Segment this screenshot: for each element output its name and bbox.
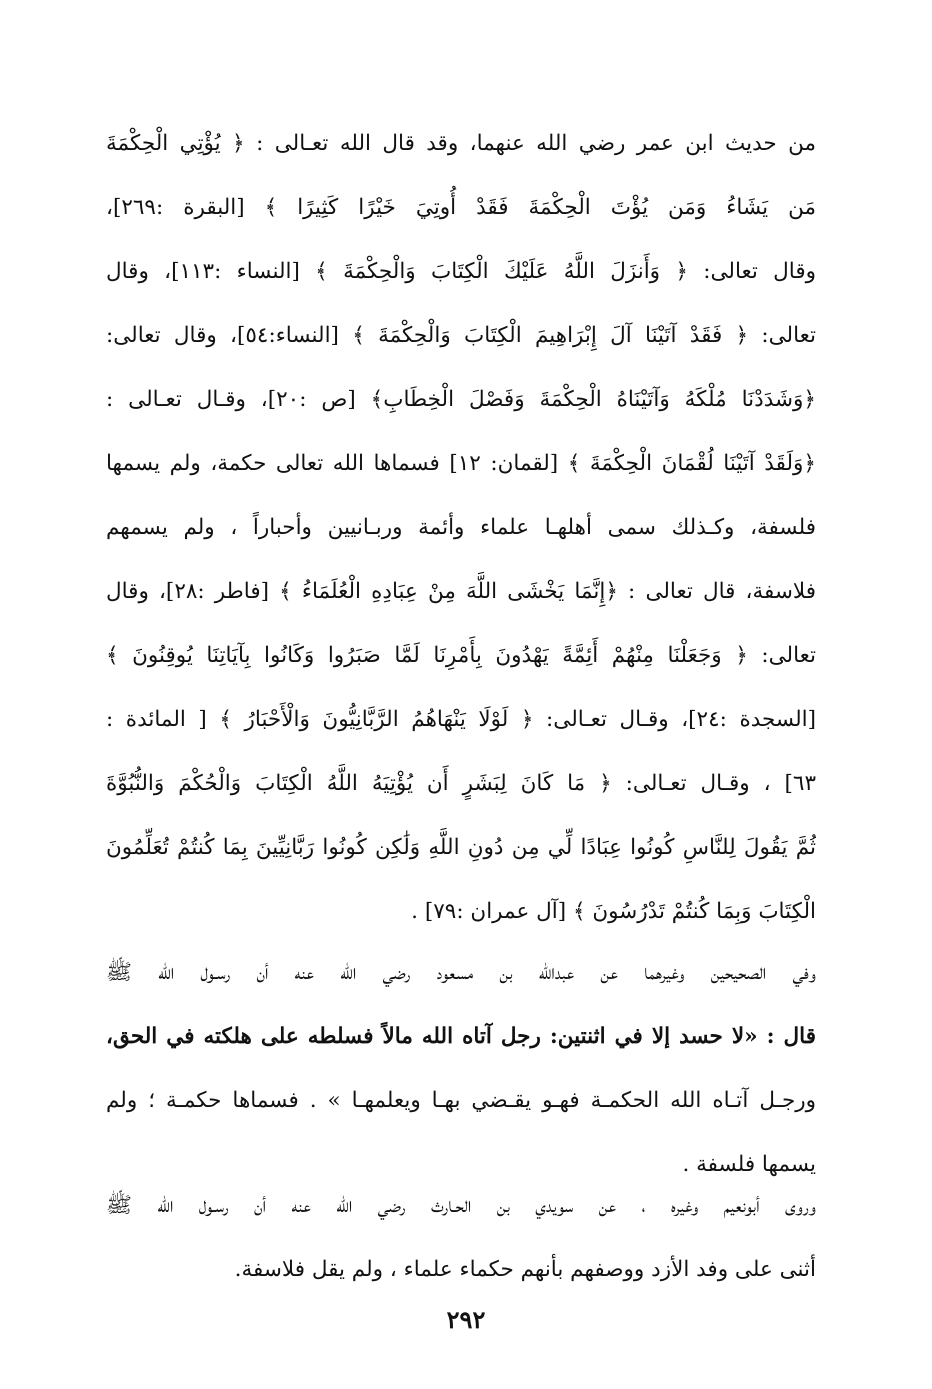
text-line: تعالى: ﴿ فَقَدْ آتَيْنَا آلَ إِبْرَاهِيمَ الْكِتَابَ وَالْحِكْمَةَ ﴾ [النساء:٥٤]، وقال تعالى: xyxy=(106,323,816,348)
text-line: وقال تعالى: ﴿ وَأَنزَلَ اللَّهُ عَلَيْكَ الْكِتَابَ وَالْحِكْمَةَ ﴾ [النساء :١١٣]، وقال xyxy=(106,259,816,284)
text-line: أثنى على وفد الأزد ووصفهم بأنهم حكماء علماء ، ولم يقل فلاسفة. xyxy=(234,1257,816,1282)
paragraph-quran-verses xyxy=(106,112,816,944)
text-line: قال : «لا حسد إلا في اثنتين: رجل آتاه الله مالاً فسلطه على هلكته في الحق، xyxy=(106,1024,816,1049)
text-line: ثُمَّ يَقُولَ لِلنَّاسِ كُونُوا عِبَادًا لِّي مِن دُونِ اللَّهِ وَلَٰكِن كُونُوا رَبَّانِيِّينَ بِمَا كُنتُمْ تُعَلِّمُونَ xyxy=(106,835,816,860)
text-line: ٦٣] ، وقـال تعـالى: ﴿ مَا كَانَ لِبَشَرٍ أَن يُؤْتِيَهُ اللَّهُ الْكِتَابَ وَالْحُكْمَ وَالنُّبُوَّةَ xyxy=(106,771,816,796)
text-line: فلاسفة، قال تعالى : ﴿إِنَّمَا يَخْشَى اللَّهَ مِنْ عِبَادِهِ الْعُلَمَاءُ ﴾ [فاطر :٢٨]، وقال xyxy=(106,579,816,604)
text-line: ﴿وَشَدَدْنَا مُلْكَهُ وَآتَيْنَاهُ الْحِكْمَةَ وَفَصْلَ الْخِطَابِ﴾ [ص :٢٠]، وقـال تعـالى : xyxy=(106,387,816,412)
text-line: الْكِتَابَ وَبِمَا كُنتُمْ تَدْرُسُونَ ﴾ [آل عمران :٧٩] . xyxy=(411,899,816,924)
text-line: من حديث ابن عمر رضي الله عنهما، وقد قال الله تعـالى : ﴿ يُؤْتِي الْحِكْمَةَ xyxy=(106,131,816,156)
text-line: وفي الصحيحين وغيرهما عن عبدالله بن مسعود رضي الله عنه أن رسـول الله ﷺ xyxy=(106,960,816,985)
paragraph-hadith-sahihain xyxy=(106,941,816,1197)
text-line: مَن يَشَاءُ وَمَن يُؤْتَ الْحِكْمَةَ فَقَدْ أُوتِيَ خَيْرًا كَثِيرًا ﴾ [البقرة :٢٦٩]، xyxy=(106,195,816,220)
text-line: وروى أبونعيم وغيره ، عن سويدي بن الحـارث رضي الله عنه أن رسـول الله ﷺ xyxy=(106,1193,816,1218)
paragraph-abu-nuaim xyxy=(106,1174,816,1302)
text-line: تعالى: ﴿ وَجَعَلْنَا مِنْهُمْ أَئِمَّةً يَهْدُونَ بِأَمْرِنَا لَمَّا صَبَرُوا وَكَانُوا بِآيَاتِنَا يُوقِنُونَ ﴾ xyxy=(106,643,816,668)
text-line: يسمها فلسفة . xyxy=(682,1152,816,1177)
text-line: ﴿وَلَقَدْ آتَيْنَا لُقْمَانَ الْحِكْمَةَ ﴾ [لقمان: ١٢] فسماها الله تعالى حكمة، ولم يسمها xyxy=(106,451,816,476)
text-line: فلسفة، وكـذلك سمى أهلهـا علماء وأئمة وربـانيين وأحباراً ، ولم يسمهم xyxy=(106,515,816,540)
page-number: ٢٩٢ xyxy=(446,1305,486,1334)
text-line: ورجـل آتـاه الله الحكمـة فهـو يقـضي بهـا ويعلمهـا » . فسماها حكمـة ؛ ولم xyxy=(106,1088,816,1113)
text-line: [السجدة :٢٤]، وقـال تعـالى: ﴿ لَوْلَا يَنْهَاهُمُ الرَّبَّانِيُّونَ وَالْأَحْبَارُ ﴾ [ المائدة : xyxy=(106,707,816,732)
